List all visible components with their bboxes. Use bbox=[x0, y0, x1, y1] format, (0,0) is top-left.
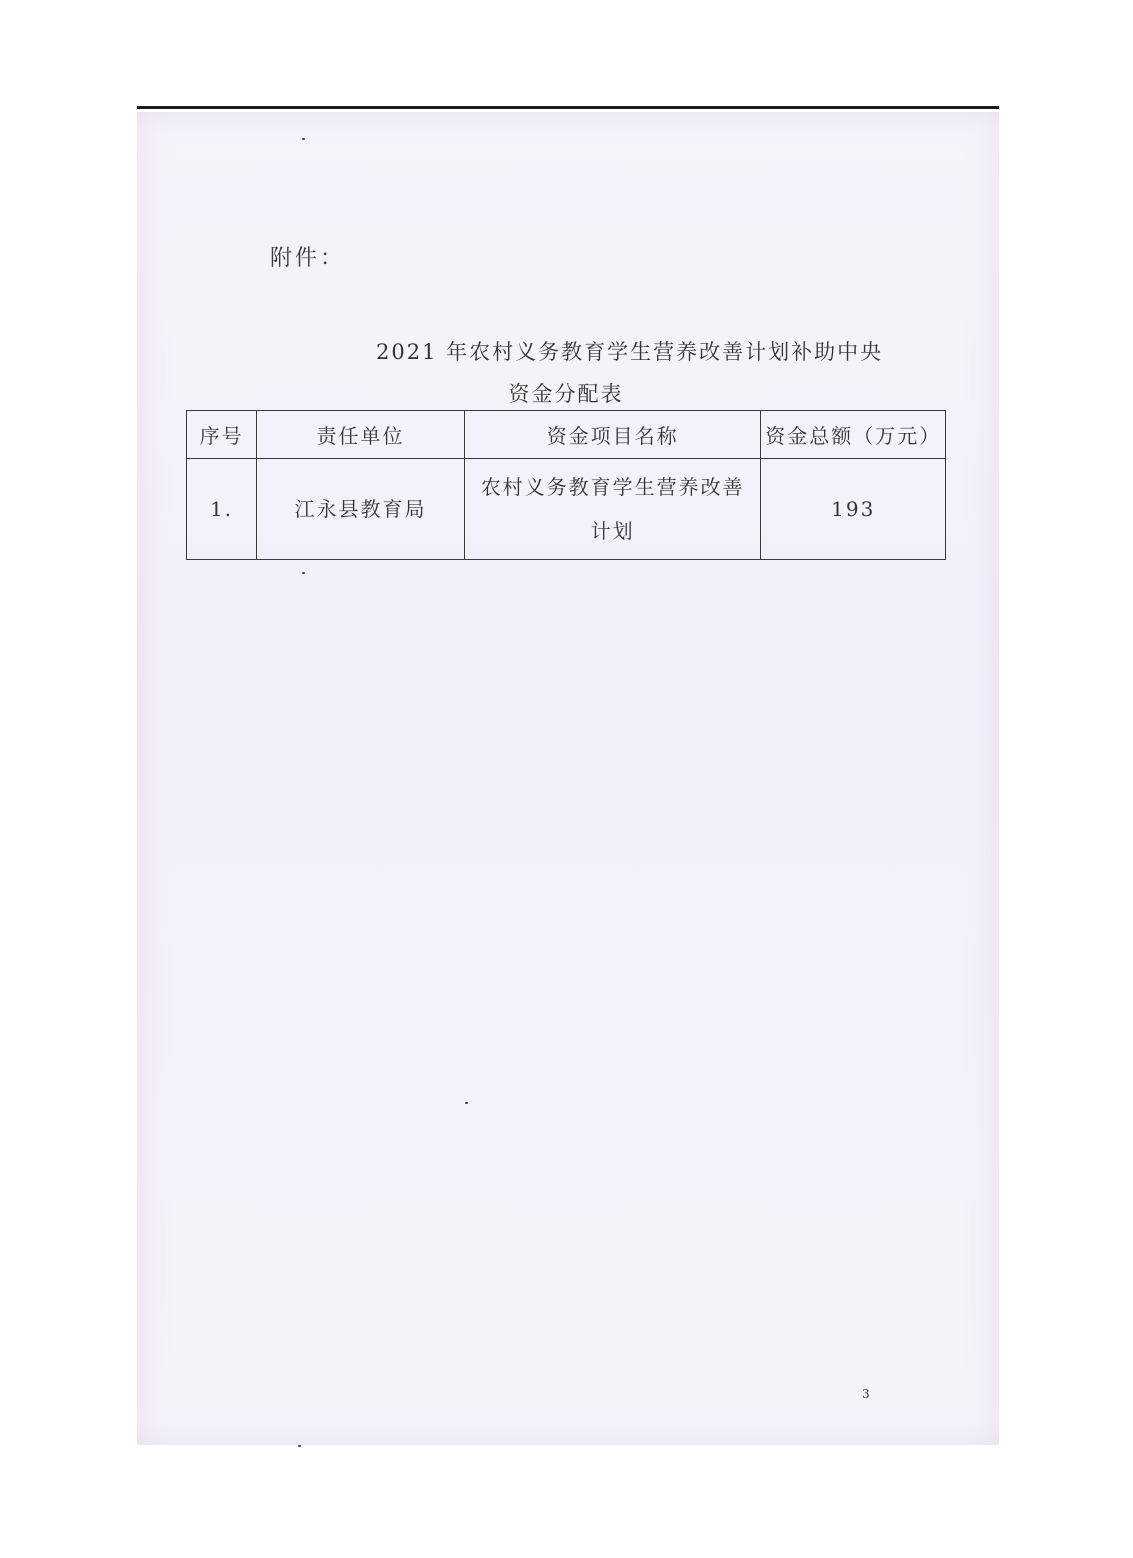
scanned-page bbox=[137, 112, 999, 1445]
fund-allocation-table bbox=[186, 410, 946, 560]
document-title-line-2: 资金分配表 bbox=[508, 382, 624, 406]
top-border-rule bbox=[137, 106, 999, 109]
scan-speck bbox=[298, 1445, 301, 1447]
cell-responsible-unit: 江永县教育局 bbox=[257, 459, 465, 560]
scan-speck bbox=[302, 138, 305, 140]
scan-speck bbox=[465, 1102, 468, 1104]
cell-seq: 1. bbox=[187, 459, 257, 560]
header-total-amount: 资金总额（万元） bbox=[761, 411, 946, 459]
table-row bbox=[187, 459, 946, 560]
header-project-name: 资金项目名称 bbox=[464, 411, 761, 459]
scan-speck bbox=[302, 572, 305, 574]
page-number: 3 bbox=[862, 1387, 870, 1401]
cell-project-name: 农村义务教育学生营养改善计划 bbox=[464, 459, 761, 560]
header-responsible-unit: 责任单位 bbox=[257, 411, 465, 459]
table-header-row bbox=[187, 411, 946, 459]
document-title-line-1: 2021 年农村义务教育学生营养改善计划补助中央 bbox=[376, 340, 884, 364]
annex-label: 附件： bbox=[270, 246, 346, 271]
cell-total-amount: 193 bbox=[761, 459, 946, 560]
header-seq: 序号 bbox=[187, 411, 257, 459]
